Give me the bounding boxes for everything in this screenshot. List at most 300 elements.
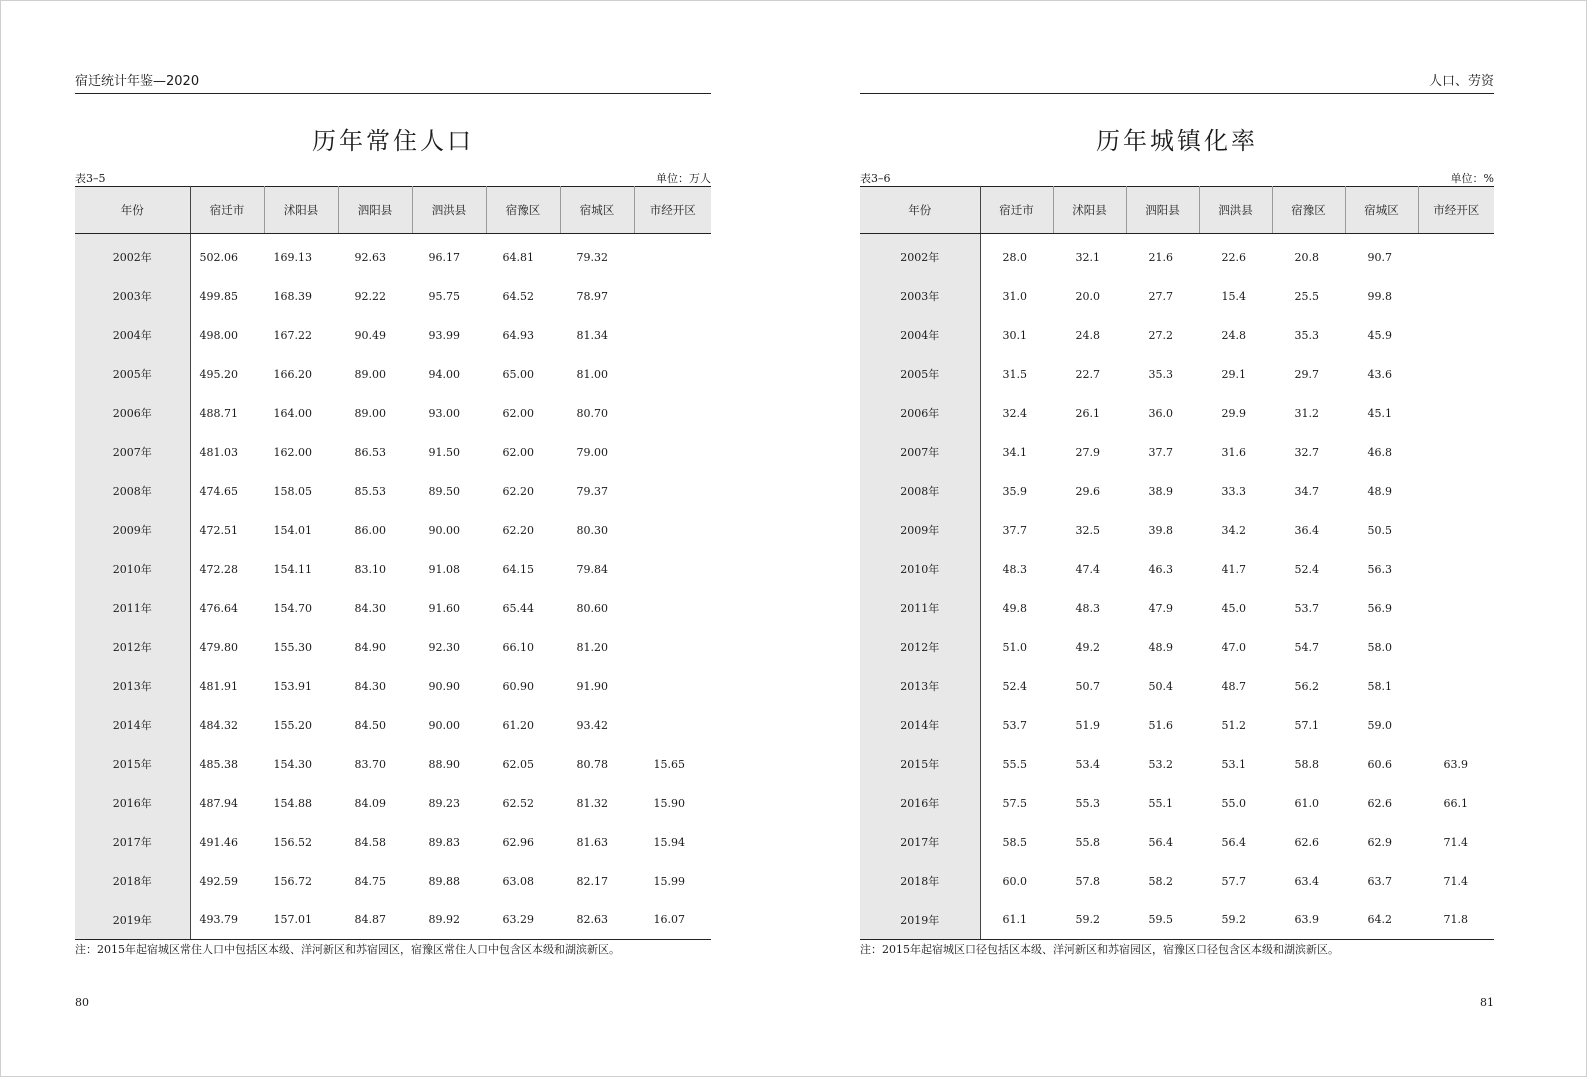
value-cell bbox=[1418, 589, 1494, 628]
value-cell: 48.9 bbox=[1148, 640, 1173, 654]
value-cell: 78.97 bbox=[576, 289, 608, 303]
value-cell: 33.3 bbox=[1221, 484, 1246, 498]
value-cell: 58.2 bbox=[1148, 874, 1173, 888]
table-row bbox=[75, 589, 711, 628]
value-cell: 47.9 bbox=[1148, 601, 1173, 615]
value-cell: 84.30 bbox=[354, 601, 386, 615]
value-cell: 64.15 bbox=[502, 562, 534, 576]
table-row bbox=[860, 745, 1494, 784]
value-cell: 53.7 bbox=[1294, 601, 1319, 615]
value-cell: 166.20 bbox=[273, 367, 312, 381]
value-cell: 62.6 bbox=[1294, 835, 1319, 849]
running-head bbox=[75, 74, 711, 94]
value-cell: 55.8 bbox=[1075, 835, 1100, 849]
year-cell: 2009年 bbox=[860, 511, 980, 550]
value-cell: 45.9 bbox=[1367, 328, 1392, 342]
value-cell: 55.3 bbox=[1075, 796, 1100, 810]
running-head-text: 宿迁统计年鉴—2020 bbox=[75, 74, 200, 89]
value-cell: 93.42 bbox=[576, 718, 608, 732]
value-cell: 71.4 bbox=[1443, 835, 1468, 849]
column-header: 沭阳县 bbox=[264, 187, 338, 234]
value-cell bbox=[634, 550, 711, 589]
table-unit: 单位：% bbox=[1450, 172, 1494, 185]
value-cell: 89.92 bbox=[412, 901, 486, 940]
value-cell bbox=[1418, 433, 1494, 472]
running-head-text: 人口、劳资 bbox=[1428, 74, 1494, 89]
value-cell: 81.32 bbox=[576, 796, 608, 810]
value-cell: 84.87 bbox=[338, 901, 412, 940]
value-cell: 79.00 bbox=[576, 445, 608, 459]
value-cell: 30.1 bbox=[1002, 328, 1027, 342]
value-cell: 62.96 bbox=[502, 835, 534, 849]
year-cell: 2009年 bbox=[75, 511, 190, 550]
value-cell: 499.85 bbox=[199, 289, 238, 303]
value-cell: 80.78 bbox=[576, 757, 608, 771]
value-cell: 60.90 bbox=[502, 679, 534, 693]
column-header: 市经开区 bbox=[634, 187, 711, 234]
value-cell: 92.30 bbox=[428, 640, 460, 654]
value-cell: 45.0 bbox=[1221, 601, 1246, 615]
value-cell: 34.7 bbox=[1294, 484, 1319, 498]
value-cell: 157.01 bbox=[264, 901, 338, 940]
value-cell: 167.22 bbox=[273, 328, 312, 342]
value-cell: 61.1 bbox=[980, 901, 1053, 940]
value-cell: 62.20 bbox=[502, 484, 534, 498]
value-cell: 32.7 bbox=[1294, 445, 1319, 459]
value-cell: 80.60 bbox=[576, 601, 608, 615]
table-meta bbox=[75, 170, 711, 186]
value-cell: 96.17 bbox=[428, 250, 460, 264]
year-cell: 2003年 bbox=[860, 277, 980, 316]
value-cell: 62.6 bbox=[1367, 796, 1392, 810]
table-row bbox=[75, 355, 711, 394]
value-cell: 93.00 bbox=[428, 406, 460, 420]
value-cell: 35.9 bbox=[1002, 484, 1027, 498]
value-cell: 29.6 bbox=[1075, 484, 1100, 498]
value-cell: 24.8 bbox=[1075, 328, 1100, 342]
value-cell: 57.1 bbox=[1294, 718, 1319, 732]
value-cell bbox=[634, 472, 711, 511]
column-header: 市经开区 bbox=[1418, 187, 1494, 234]
value-cell: 90.00 bbox=[428, 718, 460, 732]
value-cell: 61.20 bbox=[502, 718, 534, 732]
table-row bbox=[75, 745, 711, 784]
table-row bbox=[860, 706, 1494, 745]
table-row bbox=[75, 277, 711, 316]
value-cell bbox=[634, 355, 711, 394]
value-cell: 89.00 bbox=[354, 406, 386, 420]
value-cell: 22.7 bbox=[1075, 367, 1100, 381]
value-cell: 55.0 bbox=[1221, 796, 1246, 810]
value-cell: 35.3 bbox=[1294, 328, 1319, 342]
value-cell: 472.28 bbox=[199, 562, 238, 576]
value-cell: 45.1 bbox=[1367, 406, 1392, 420]
value-cell: 57.8 bbox=[1075, 874, 1100, 888]
value-cell: 81.20 bbox=[576, 640, 608, 654]
value-cell: 15.99 bbox=[653, 874, 685, 888]
value-cell: 59.2 bbox=[1199, 901, 1272, 940]
value-cell bbox=[1418, 511, 1494, 550]
value-cell: 16.07 bbox=[634, 901, 711, 940]
value-cell: 36.4 bbox=[1294, 523, 1319, 537]
value-cell: 154.01 bbox=[273, 523, 312, 537]
value-cell bbox=[1418, 394, 1494, 433]
value-cell: 153.91 bbox=[273, 679, 312, 693]
value-cell: 502.06 bbox=[199, 250, 238, 264]
value-cell: 91.50 bbox=[428, 445, 460, 459]
year-cell: 2005年 bbox=[860, 355, 980, 394]
value-cell: 90.90 bbox=[428, 679, 460, 693]
table-row bbox=[75, 550, 711, 589]
table-row bbox=[75, 628, 711, 667]
page-number: 81 bbox=[1480, 996, 1494, 1009]
year-cell: 2019年 bbox=[860, 901, 980, 940]
value-cell: 99.8 bbox=[1367, 289, 1392, 303]
table-row bbox=[75, 238, 711, 277]
value-cell: 56.3 bbox=[1367, 562, 1392, 576]
column-header: 年份 bbox=[75, 187, 190, 234]
year-cell: 2015年 bbox=[75, 745, 190, 784]
value-cell bbox=[1418, 667, 1494, 706]
value-cell: 20.0 bbox=[1075, 289, 1100, 303]
value-cell: 59.0 bbox=[1367, 718, 1392, 732]
value-cell: 34.1 bbox=[1002, 445, 1027, 459]
year-cell: 2002年 bbox=[75, 238, 190, 277]
year-cell: 2011年 bbox=[75, 589, 190, 628]
table-meta bbox=[860, 170, 1494, 186]
left-page bbox=[75, 0, 711, 1077]
value-cell bbox=[1418, 238, 1494, 277]
value-cell: 50.7 bbox=[1075, 679, 1100, 693]
value-cell: 91.60 bbox=[428, 601, 460, 615]
table-row bbox=[860, 901, 1494, 940]
value-cell: 86.53 bbox=[354, 445, 386, 459]
table-row bbox=[75, 784, 711, 823]
value-cell: 39.8 bbox=[1148, 523, 1173, 537]
value-cell: 50.4 bbox=[1148, 679, 1173, 693]
value-cell: 66.1 bbox=[1443, 796, 1468, 810]
value-cell: 89.50 bbox=[428, 484, 460, 498]
value-cell bbox=[1418, 316, 1494, 355]
value-cell: 27.2 bbox=[1148, 328, 1173, 342]
table-row bbox=[75, 862, 711, 901]
value-cell: 55.1 bbox=[1148, 796, 1173, 810]
table-footnote: 注：2015年起宿城区口径包括区本级、洋河新区和苏宿园区，宿豫区口径包含区本级和湖滨新区。 bbox=[860, 943, 1339, 956]
year-cell: 2013年 bbox=[860, 667, 980, 706]
value-cell: 49.2 bbox=[1075, 640, 1100, 654]
year-cell: 2007年 bbox=[860, 433, 980, 472]
value-cell: 52.4 bbox=[1294, 562, 1319, 576]
value-cell: 62.05 bbox=[502, 757, 534, 771]
year-cell: 2014年 bbox=[860, 706, 980, 745]
table-row bbox=[75, 667, 711, 706]
value-cell: 56.2 bbox=[1294, 679, 1319, 693]
page-number: 80 bbox=[75, 996, 89, 1009]
value-cell: 53.4 bbox=[1075, 757, 1100, 771]
value-cell: 80.70 bbox=[576, 406, 608, 420]
table-row bbox=[860, 472, 1494, 511]
value-cell: 90.7 bbox=[1367, 250, 1392, 264]
value-cell: 48.3 bbox=[1075, 601, 1100, 615]
value-cell: 29.9 bbox=[1221, 406, 1246, 420]
table-row bbox=[860, 628, 1494, 667]
value-cell: 61.0 bbox=[1294, 796, 1319, 810]
right-page bbox=[860, 0, 1494, 1077]
table-row bbox=[860, 433, 1494, 472]
value-cell bbox=[634, 316, 711, 355]
value-cell: 58.8 bbox=[1294, 757, 1319, 771]
value-cell: 58.5 bbox=[1002, 835, 1027, 849]
year-cell: 2016年 bbox=[860, 784, 980, 823]
value-cell: 37.7 bbox=[1002, 523, 1027, 537]
table-row bbox=[75, 511, 711, 550]
value-cell: 65.44 bbox=[502, 601, 534, 615]
year-cell: 2004年 bbox=[860, 316, 980, 355]
year-cell: 2018年 bbox=[860, 862, 980, 901]
value-cell: 51.9 bbox=[1075, 718, 1100, 732]
value-cell: 35.3 bbox=[1148, 367, 1173, 381]
table-header-row bbox=[75, 187, 711, 234]
value-cell: 156.52 bbox=[273, 835, 312, 849]
value-cell: 472.51 bbox=[199, 523, 238, 537]
value-cell: 154.30 bbox=[273, 757, 312, 771]
value-cell: 495.20 bbox=[199, 367, 238, 381]
value-cell: 84.50 bbox=[354, 718, 386, 732]
value-cell: 52.4 bbox=[1002, 679, 1027, 693]
value-cell: 31.6 bbox=[1221, 445, 1246, 459]
value-cell: 93.99 bbox=[428, 328, 460, 342]
value-cell: 59.2 bbox=[1053, 901, 1126, 940]
table-number: 表3–6 bbox=[860, 172, 891, 185]
value-cell bbox=[634, 589, 711, 628]
table-row bbox=[860, 550, 1494, 589]
value-cell: 36.0 bbox=[1148, 406, 1173, 420]
year-cell: 2010年 bbox=[860, 550, 980, 589]
value-cell: 15.94 bbox=[653, 835, 685, 849]
year-cell: 2013年 bbox=[75, 667, 190, 706]
value-cell: 479.80 bbox=[199, 640, 238, 654]
year-cell: 2010年 bbox=[75, 550, 190, 589]
value-cell: 86.00 bbox=[354, 523, 386, 537]
year-cell: 2006年 bbox=[860, 394, 980, 433]
year-cell: 2007年 bbox=[75, 433, 190, 472]
value-cell: 89.83 bbox=[428, 835, 460, 849]
value-cell: 31.5 bbox=[1002, 367, 1027, 381]
value-cell: 90.49 bbox=[354, 328, 386, 342]
value-cell: 48.3 bbox=[1002, 562, 1027, 576]
value-cell: 56.9 bbox=[1367, 601, 1392, 615]
table-number: 表3–5 bbox=[75, 172, 106, 185]
value-cell: 476.64 bbox=[199, 601, 238, 615]
value-cell: 57.7 bbox=[1221, 874, 1246, 888]
value-cell: 60.0 bbox=[1002, 874, 1027, 888]
population-table bbox=[75, 186, 711, 940]
table-row bbox=[75, 472, 711, 511]
table-row bbox=[860, 784, 1494, 823]
value-cell: 62.52 bbox=[502, 796, 534, 810]
value-cell: 89.88 bbox=[428, 874, 460, 888]
year-cell: 2002年 bbox=[860, 238, 980, 277]
table-row bbox=[75, 394, 711, 433]
value-cell: 90.00 bbox=[428, 523, 460, 537]
value-cell: 57.5 bbox=[1002, 796, 1027, 810]
value-cell: 56.4 bbox=[1221, 835, 1246, 849]
value-cell: 481.91 bbox=[199, 679, 238, 693]
year-cell: 2018年 bbox=[75, 862, 190, 901]
year-cell: 2008年 bbox=[75, 472, 190, 511]
value-cell: 58.0 bbox=[1367, 640, 1392, 654]
value-cell: 64.93 bbox=[502, 328, 534, 342]
value-cell: 154.11 bbox=[273, 562, 312, 576]
value-cell bbox=[1418, 355, 1494, 394]
value-cell: 60.6 bbox=[1367, 757, 1392, 771]
column-header: 泗洪县 bbox=[412, 187, 486, 234]
value-cell bbox=[634, 628, 711, 667]
year-cell: 2014年 bbox=[75, 706, 190, 745]
value-cell: 34.2 bbox=[1221, 523, 1246, 537]
value-cell: 55.5 bbox=[1002, 757, 1027, 771]
year-cell: 2016年 bbox=[75, 784, 190, 823]
value-cell: 48.9 bbox=[1367, 484, 1392, 498]
value-cell: 54.7 bbox=[1294, 640, 1319, 654]
table-row bbox=[860, 238, 1494, 277]
value-cell: 15.4 bbox=[1221, 289, 1246, 303]
table-row bbox=[75, 316, 711, 355]
value-cell: 51.2 bbox=[1221, 718, 1246, 732]
value-cell: 63.08 bbox=[502, 874, 534, 888]
value-cell: 82.63 bbox=[560, 901, 634, 940]
value-cell: 156.72 bbox=[273, 874, 312, 888]
year-cell: 2011年 bbox=[860, 589, 980, 628]
value-cell: 492.59 bbox=[199, 874, 238, 888]
value-cell: 59.5 bbox=[1126, 901, 1199, 940]
value-cell: 158.05 bbox=[273, 484, 312, 498]
value-cell: 63.7 bbox=[1367, 874, 1392, 888]
column-header: 年份 bbox=[860, 187, 980, 234]
value-cell: 29.7 bbox=[1294, 367, 1319, 381]
value-cell: 91.90 bbox=[576, 679, 608, 693]
table-footnote: 注：2015年起宿城区常住人口中包括区本级、洋河新区和苏宿园区，宿豫区常住人口中包含区本级和湖滨新区。 bbox=[75, 943, 620, 956]
value-cell bbox=[634, 433, 711, 472]
value-cell: 487.94 bbox=[199, 796, 238, 810]
table-row bbox=[75, 901, 711, 940]
running-head bbox=[860, 74, 1494, 94]
table-row bbox=[75, 433, 711, 472]
value-cell: 43.6 bbox=[1367, 367, 1392, 381]
value-cell: 488.71 bbox=[199, 406, 238, 420]
value-cell: 84.09 bbox=[354, 796, 386, 810]
column-header: 宿迁市 bbox=[980, 187, 1053, 234]
value-cell: 22.6 bbox=[1221, 250, 1246, 264]
value-cell: 65.00 bbox=[502, 367, 534, 381]
table-row bbox=[860, 511, 1494, 550]
value-cell: 32.5 bbox=[1075, 523, 1100, 537]
value-cell: 38.9 bbox=[1148, 484, 1173, 498]
table-row bbox=[860, 355, 1494, 394]
value-cell: 49.8 bbox=[1002, 601, 1027, 615]
value-cell: 66.10 bbox=[502, 640, 534, 654]
value-cell: 63.9 bbox=[1272, 901, 1345, 940]
value-cell: 31.0 bbox=[1002, 289, 1027, 303]
table-row bbox=[860, 589, 1494, 628]
value-cell: 62.00 bbox=[502, 406, 534, 420]
value-cell: 62.20 bbox=[502, 523, 534, 537]
value-cell bbox=[634, 277, 711, 316]
value-cell: 63.9 bbox=[1443, 757, 1468, 771]
value-cell: 41.7 bbox=[1221, 562, 1246, 576]
table-title: 历年城镇化率 bbox=[1096, 127, 1258, 155]
value-cell: 80.30 bbox=[576, 523, 608, 537]
value-cell: 51.0 bbox=[1002, 640, 1027, 654]
value-cell: 58.1 bbox=[1367, 679, 1392, 693]
value-cell: 81.63 bbox=[576, 835, 608, 849]
column-header: 宿城区 bbox=[1345, 187, 1418, 234]
year-cell: 2019年 bbox=[75, 901, 190, 940]
year-cell: 2006年 bbox=[75, 394, 190, 433]
value-cell: 84.75 bbox=[354, 874, 386, 888]
value-cell: 91.08 bbox=[428, 562, 460, 576]
value-cell: 89.00 bbox=[354, 367, 386, 381]
value-cell: 27.9 bbox=[1075, 445, 1100, 459]
value-cell: 46.8 bbox=[1367, 445, 1392, 459]
column-header: 泗阳县 bbox=[1126, 187, 1199, 234]
table-title: 历年常住人口 bbox=[312, 127, 474, 155]
table-row bbox=[860, 316, 1494, 355]
value-cell: 88.90 bbox=[428, 757, 460, 771]
table-row bbox=[860, 667, 1494, 706]
year-cell: 2017年 bbox=[75, 823, 190, 862]
value-cell: 162.00 bbox=[273, 445, 312, 459]
value-cell: 92.22 bbox=[354, 289, 386, 303]
value-cell bbox=[1418, 472, 1494, 511]
table-header-row bbox=[860, 187, 1494, 234]
value-cell: 32.1 bbox=[1075, 250, 1100, 264]
value-cell: 83.70 bbox=[354, 757, 386, 771]
value-cell: 71.8 bbox=[1418, 901, 1494, 940]
table-row bbox=[75, 823, 711, 862]
year-cell: 2005年 bbox=[75, 355, 190, 394]
value-cell bbox=[634, 667, 711, 706]
column-header: 宿豫区 bbox=[1272, 187, 1345, 234]
year-cell: 2017年 bbox=[860, 823, 980, 862]
value-cell: 21.6 bbox=[1148, 250, 1173, 264]
value-cell: 51.6 bbox=[1148, 718, 1173, 732]
value-cell: 474.65 bbox=[199, 484, 238, 498]
value-cell bbox=[634, 238, 711, 277]
value-cell: 28.0 bbox=[1002, 250, 1027, 264]
value-cell: 164.00 bbox=[273, 406, 312, 420]
table-row bbox=[860, 823, 1494, 862]
value-cell: 498.00 bbox=[199, 328, 238, 342]
value-cell: 64.52 bbox=[502, 289, 534, 303]
table-unit: 单位：万人 bbox=[656, 172, 711, 185]
value-cell: 53.1 bbox=[1221, 757, 1246, 771]
year-cell: 2012年 bbox=[75, 628, 190, 667]
value-cell: 56.4 bbox=[1148, 835, 1173, 849]
value-cell: 24.8 bbox=[1221, 328, 1246, 342]
urbanization-table bbox=[860, 186, 1494, 940]
book-gutter bbox=[783, 0, 784, 1077]
value-cell: 493.79 bbox=[190, 901, 264, 940]
value-cell: 83.10 bbox=[354, 562, 386, 576]
column-header: 泗洪县 bbox=[1199, 187, 1272, 234]
value-cell: 155.30 bbox=[273, 640, 312, 654]
column-header: 泗阳县 bbox=[338, 187, 412, 234]
column-header: 宿迁市 bbox=[190, 187, 264, 234]
value-cell bbox=[1418, 550, 1494, 589]
column-header: 宿城区 bbox=[560, 187, 634, 234]
value-cell bbox=[634, 394, 711, 433]
